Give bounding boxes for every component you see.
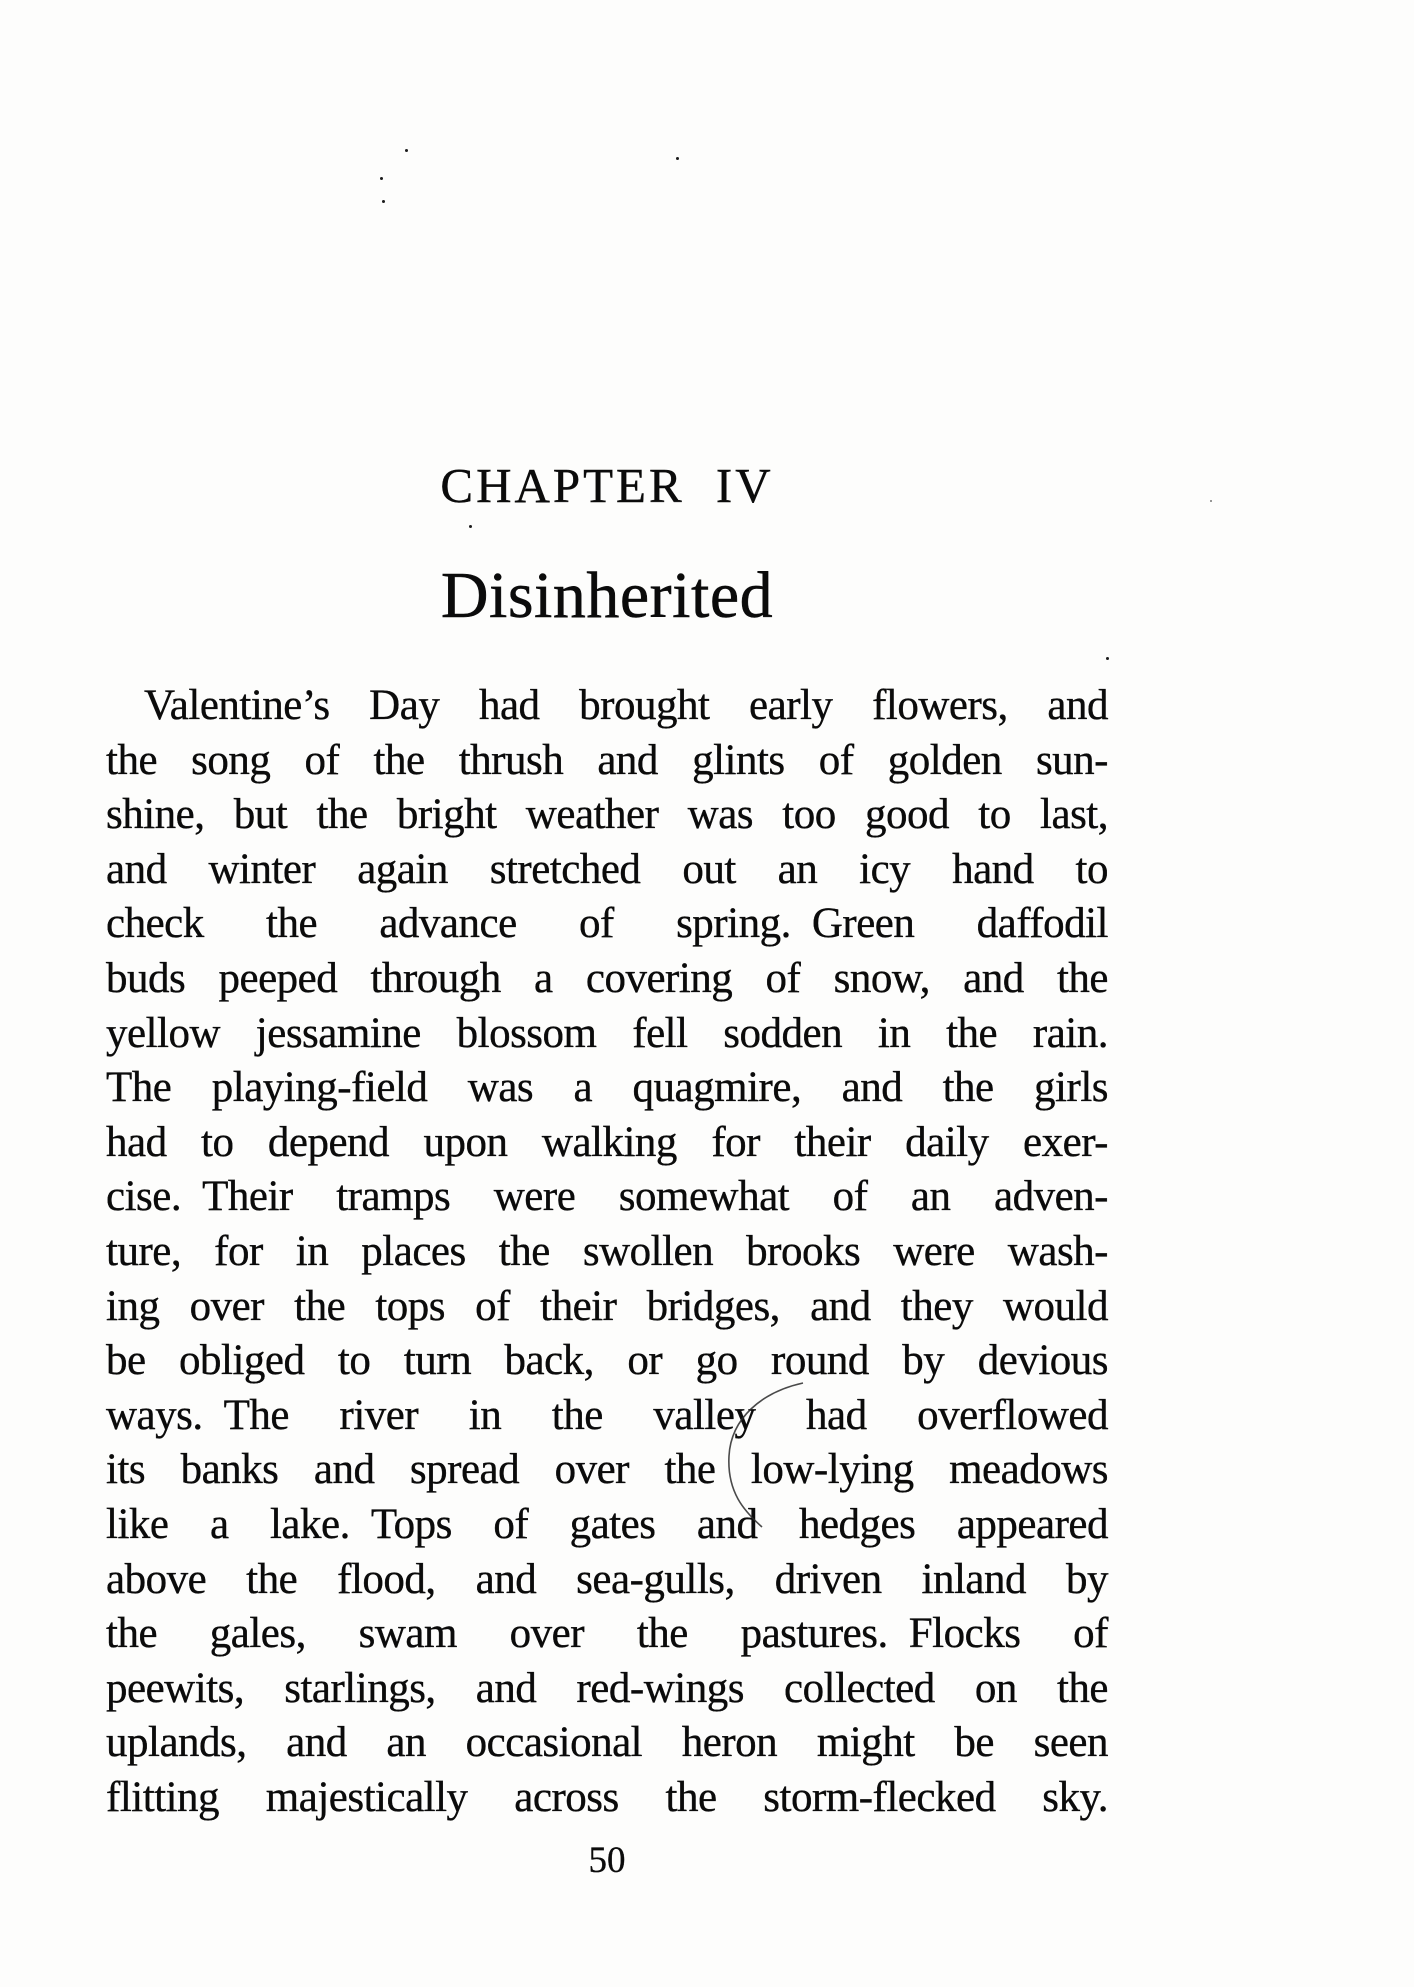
body-line: the song of the thrush and glints of golden sun- [106,736,1108,784]
body-line: Valentine’s Day had brought early flowers, and [144,682,1108,729]
ink-speck [1106,657,1109,660]
body-line: the gales, swam over the pastures. Flocks of [106,1610,1108,1658]
page-number: 50 [588,1840,626,1881]
ink-speck [380,177,383,180]
chapter-title: Disinherited [440,559,774,632]
body-line: peewits, starlings, and red-wings collected on the [106,1664,1108,1712]
body-text [106,679,1108,1825]
body-line: ture, for in places the swollen brooks were wash- [106,1227,1108,1275]
body-line: yellow jessamine blossom fell sodden in the rain. [106,1009,1108,1057]
chapter-heading: CHAPTER IV [440,458,774,513]
body-line: be obliged to turn back, or go round by devious [106,1337,1108,1385]
body-line: check the advance of spring. Green daffodil [106,900,1108,948]
body-line: and winter again stretched out an icy hand to [106,845,1108,893]
body-line: shine, but the bright weather was too good to last, [106,791,1108,839]
body-line: had to depend upon walking for their daily exer- [106,1118,1108,1166]
ink-speck [676,157,679,160]
body-line: The playing-field was a quagmire, and the girls [106,1064,1108,1112]
body-line: its banks and spread over the low-lying meadows [106,1446,1108,1494]
body-line: like a lake. Tops of gates and hedges appeared [106,1500,1108,1548]
body-line: buds peeped through a covering of snow, and the [106,954,1108,1002]
body-line: flitting majestically across the storm-flecked sky. [106,1773,1108,1821]
body-line: ways. The river in the valley had overflowed [106,1391,1108,1439]
ink-speck [469,525,472,528]
body-line: above the flood, and sea-gulls, driven inland by [106,1555,1108,1603]
body-line: ing over the tops of their bridges, and they would [106,1282,1108,1330]
body-line: cise. Their tramps were somewhat of an adven- [106,1173,1108,1221]
body-line: uplands, and an occasional heron might be seen [106,1719,1108,1767]
ink-speck [405,149,408,152]
ink-speck [382,200,385,203]
ink-speck [1210,500,1212,502]
